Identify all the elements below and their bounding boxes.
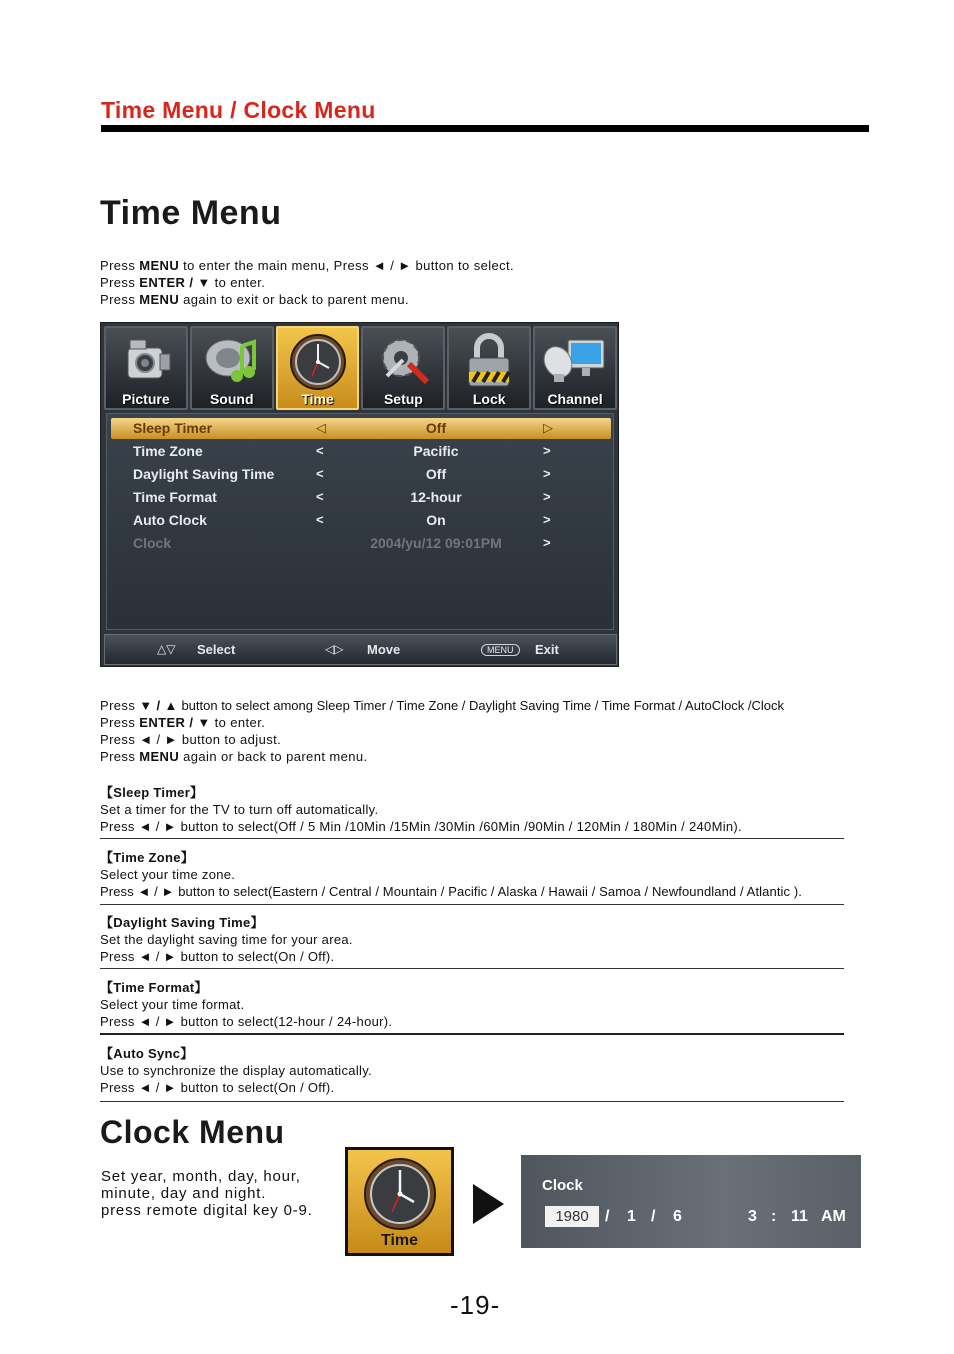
section-divider [100,968,844,969]
day-field[interactable]: 6 [673,1208,682,1225]
right-arrow-icon: > [543,466,551,481]
right-arrow-icon: > [543,489,551,504]
tv-row-clock: Clock 2004/yu/12 09:01PM > [133,535,551,551]
section-heading: 【Time Format】 [100,980,208,995]
tv-row-auto-clock[interactable]: Auto Clock < On > [133,512,551,528]
nav-line: Press ◄ / ► button to adjust. [100,732,282,747]
exit-hint: Exit [535,642,559,657]
section-description: Select your time format. [100,997,245,1012]
section-options: Press ◄ / ► button to select(Off / 5 Min /10Min /15Min /30Min /60Min /90Min / 120Min / 180Min / 240Min). [100,819,742,834]
year-field[interactable]: 1980 [545,1206,599,1227]
arrow-right-icon [473,1184,504,1224]
left-arrow-icon: < [316,466,324,481]
section-time-zone [100,847,844,900]
tv-row-time-format[interactable]: Time Format < 12-hour > [133,489,551,505]
clock-setting-panel [521,1155,861,1248]
move-hint: Move [367,642,401,657]
clock-icon [362,1156,438,1232]
ampm-field[interactable]: AM [821,1208,846,1225]
tab-picture[interactable] [104,326,188,410]
section-sleep-timer [100,782,844,835]
time-menu-title: Time Menu [100,194,282,232]
intro-instructions [100,257,514,308]
gear-tools-icon [373,332,433,388]
camcorder-icon [116,332,176,388]
section-header: Time Menu / Clock Menu [101,97,376,123]
section-description: Select your time zone. [100,867,236,882]
clock-menu-description: Set year, month, day, hour, minute, day and night. press remote digital key 0-9. [101,1168,313,1219]
section-divider [100,838,844,839]
tv-footer-hints [104,634,617,665]
section-heading: 【Sleep Timer】 [100,785,204,800]
tab-lock[interactable] [447,326,531,410]
time-menu-tile [345,1147,454,1256]
time-colon: : [771,1208,777,1225]
right-arrow-icon: ▷ [543,420,553,435]
tv-tab-bar [104,326,617,410]
month-field[interactable]: 1 [627,1208,636,1225]
left-arrow-icon: ◁ [316,420,326,435]
intro-line: Press MENU again to exit or back to parent menu. [100,292,409,307]
right-arrow-icon: > [543,443,551,458]
clock-panel-title: Clock [542,1177,583,1194]
section-description: Set the daylight saving time for your area. [100,932,353,947]
tab-setup[interactable] [361,326,445,410]
left-arrow-icon: < [316,512,324,527]
left-arrow-icon: < [316,489,324,504]
section-heading: 【Daylight Saving Time】 [100,915,264,930]
section-heading: 【Auto Sync】 [100,1046,194,1061]
minute-field[interactable]: 11 [791,1208,808,1225]
nav-line: Press MENU again or back to parent menu. [100,749,368,764]
padlock-icon [459,332,519,390]
tab-picture-label: Picture [122,391,170,407]
section-options: Press ◄ / ► button to select(12-hour / 24-hour). [100,1014,393,1029]
section-options: Press ◄ / ► button to select(On / Off). [100,1080,335,1095]
tab-setup-label: Setup [383,391,423,407]
right-arrow-icon: > [543,512,551,527]
tv-row-sleep-timer[interactable]: Sleep Timer ◁ Off ▷ [111,418,611,439]
hour-field[interactable]: 3 [748,1208,757,1225]
up-down-icon: △▽ [157,642,176,656]
section-divider [100,904,844,905]
header-rule [101,125,869,132]
section-description: Set a timer for the TV to turn off automatically. [100,802,379,817]
menu-key-icon: MENU [481,644,520,656]
tv-row-daylight-saving[interactable]: Daylight Saving Time < Off > [133,466,551,482]
nav-line: Press ▼ / ▲ button to select among Sleep Timer / Time Zone / Daylight Saving Time / Time Format / AutoClock /Clock [100,698,785,713]
clock-menu-title: Clock Menu [100,1114,285,1150]
intro-line: Press MENU to enter the main menu, Press ◄ / ► button to select. [100,258,515,273]
tab-channel-label: Channel [547,391,603,407]
right-arrow-icon: > [543,535,551,550]
tab-channel[interactable] [533,326,617,410]
date-separator: / [605,1208,610,1225]
tab-time[interactable] [276,326,360,410]
date-separator: / [651,1208,656,1225]
tv-time-settings-list [106,413,614,630]
section-divider [100,1033,844,1035]
section-options: Press ◄ / ► button to select(Eastern / Central / Mountain / Pacific / Alaska / Hawaii / Samoa / Newfoundland / Atlantic ). [100,884,802,899]
tab-sound-label: Sound [209,391,254,407]
time-tile-label: Time [380,1232,419,1249]
section-daylight-saving [100,912,844,965]
tab-sound[interactable] [190,326,274,410]
tv-row-time-zone[interactable]: Time Zone < Pacific > [133,443,551,459]
nav-instructions [100,697,784,765]
section-description: Use to synchronize the display automatically. [100,1063,372,1078]
left-right-icon: ◁▷ [325,642,344,656]
section-time-format [100,977,844,1030]
speaker-note-icon [202,332,262,388]
intro-line: Press ENTER / ▼ to enter. [100,275,266,290]
satellite-monitor-icon [542,332,608,390]
section-auto-sync [100,1043,844,1096]
section-options: Press ◄ / ► button to select(On / Off). [100,949,335,964]
select-hint: Select [197,642,236,657]
tv-menu-screenshot [100,322,619,667]
section-heading: 【Time Zone】 [100,850,195,865]
clock-icon [288,332,348,392]
tab-time-label: Time [301,391,334,407]
section-divider [100,1101,844,1102]
page-number: -19- [450,1290,501,1320]
nav-line: Press ENTER / ▼ to enter. [100,715,266,730]
tab-lock-label: Lock [472,391,506,407]
left-arrow-icon: < [316,443,324,458]
